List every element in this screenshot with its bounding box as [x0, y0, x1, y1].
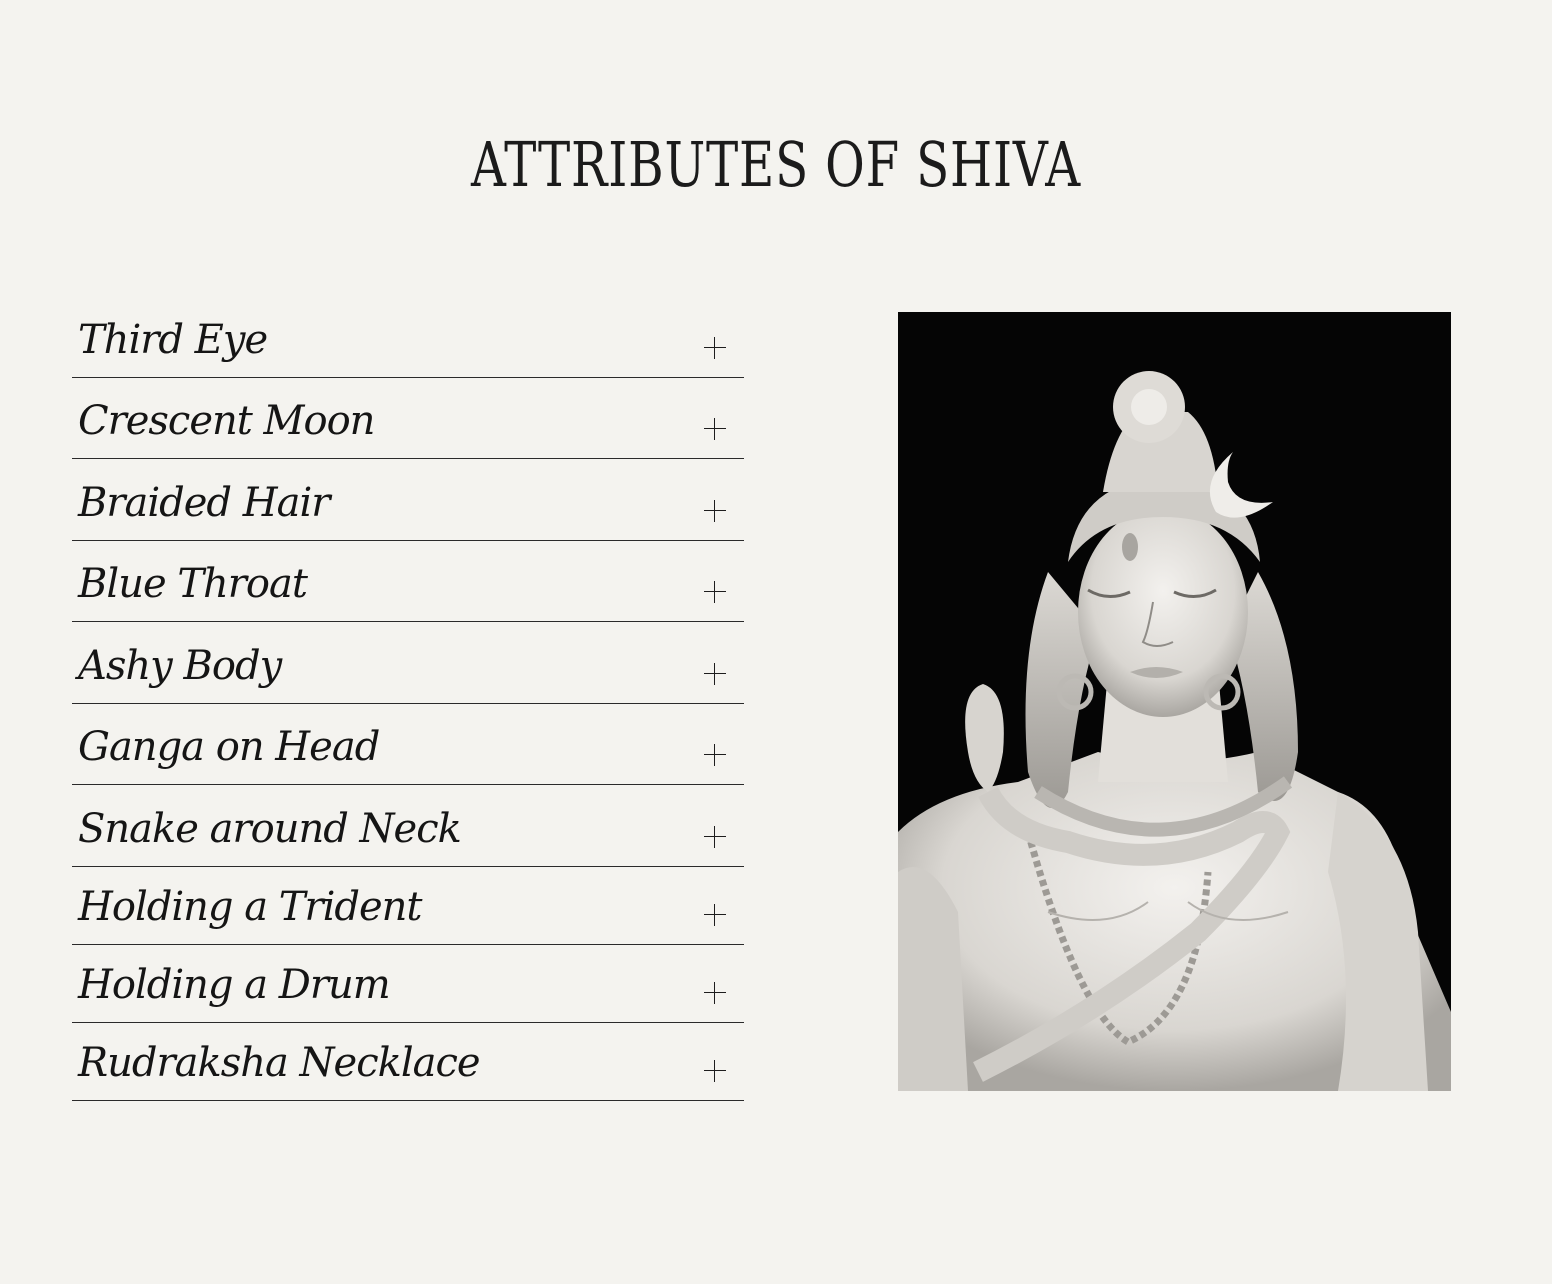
shiva-statue-illustration — [898, 312, 1451, 1091]
plus-icon[interactable] — [704, 982, 726, 1004]
accordion-item-label: Third Eye — [78, 316, 268, 363]
accordion-item-ganga-on-head[interactable] — [72, 704, 744, 786]
plus-icon[interactable] — [704, 581, 726, 603]
accordion-item-third-eye[interactable] — [72, 296, 744, 378]
accordion-item-label: Ashy Body — [78, 642, 282, 689]
accordion-item-rudraksha-necklace[interactable] — [72, 1023, 744, 1101]
accordion-item-holding-a-trident[interactable] — [72, 867, 744, 945]
accordion-item-label: Ganga on Head — [78, 724, 380, 770]
plus-icon[interactable] — [704, 337, 726, 359]
accordion-item-holding-a-drum[interactable] — [72, 945, 744, 1023]
attributes-accordion — [72, 296, 744, 1101]
accordion-item-ashy-body[interactable] — [72, 622, 744, 704]
shiva-statue-image — [898, 312, 1451, 1091]
plus-icon[interactable] — [704, 500, 726, 522]
page-title: ATTRIBUTES OF SHIVA — [471, 128, 1081, 201]
accordion-item-label: Blue Throat — [78, 561, 307, 607]
accordion-item-label: Holding a Trident — [78, 883, 422, 930]
accordion-item-label: Holding a Drum — [78, 961, 390, 1008]
plus-icon[interactable] — [704, 663, 726, 685]
accordion-item-braided-hair[interactable] — [72, 459, 744, 541]
accordion-item-crescent-moon[interactable] — [72, 378, 744, 460]
accordion-item-snake-around-neck[interactable] — [72, 785, 744, 867]
accordion-item-label: Snake around Neck — [78, 805, 461, 852]
plus-icon[interactable] — [704, 1060, 726, 1082]
plus-icon[interactable] — [704, 826, 726, 848]
accordion-item-label: Crescent Moon — [78, 398, 375, 444]
accordion-item-blue-throat[interactable] — [72, 541, 744, 623]
plus-icon[interactable] — [704, 744, 726, 766]
plus-icon[interactable] — [704, 418, 726, 440]
accordion-item-label: Braided Hair — [78, 479, 330, 526]
plus-icon[interactable] — [704, 904, 726, 926]
accordion-item-label: Rudraksha Necklace — [78, 1039, 480, 1086]
